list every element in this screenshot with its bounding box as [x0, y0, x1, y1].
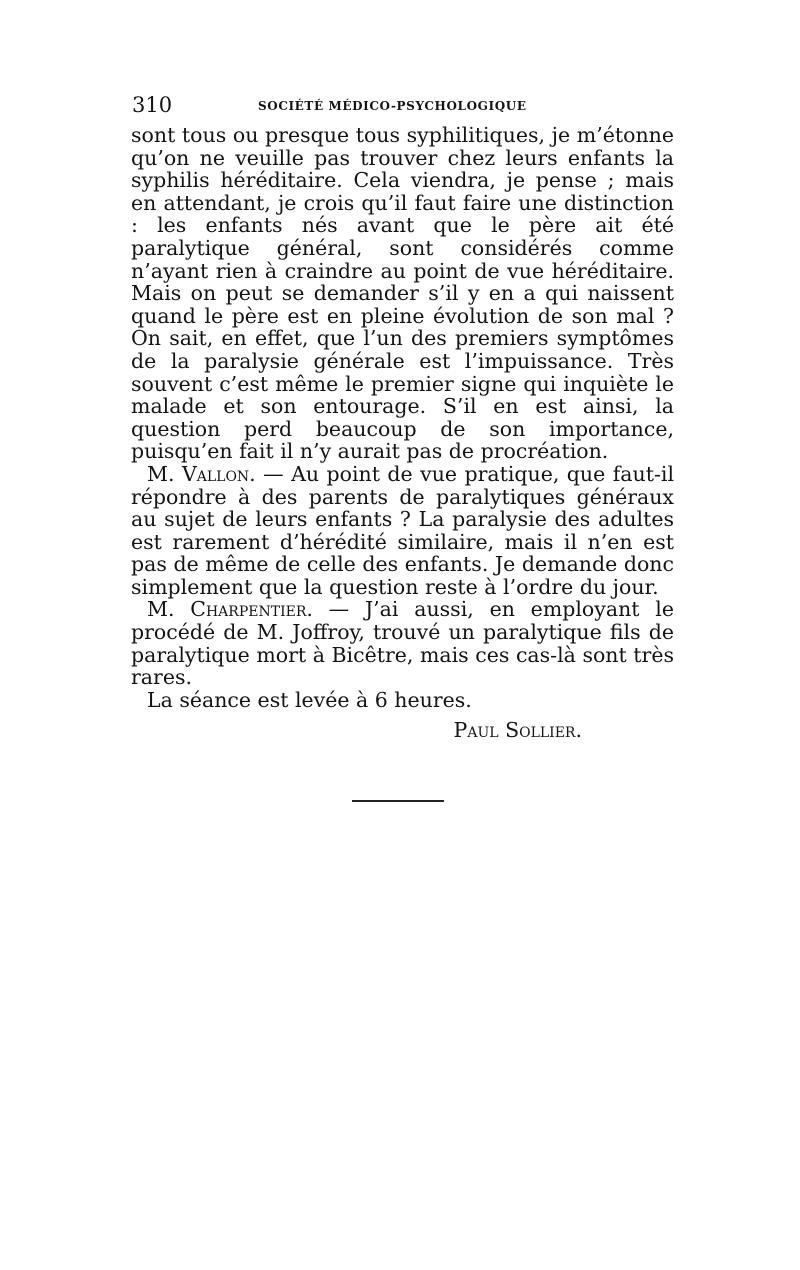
paragraph-vallon: [131, 463, 674, 599]
page-number: 310: [132, 93, 173, 117]
paragraph-continuation: sont tous ou presque tous syphilitiques, je m’étonne qu’on ne veuille pas trouver chez leurs enfants la syphilis héréditaire. Cela viendra, je pense ; mais en attendant, je crois qu’il faut faire une distinction : les enfants nés avant que le père ait été paralytique général, sont considérés comme n’ayant rien à craindre au point de vue héréditaire. Mais on peut se demander s’il y en a qui naissent quand le père est en pleine évolution de son mal ? On sait, en effet, que l’un des premiers symptômes de la paralysie générale est l’impuissance. Très souvent c’est même le premier signe qui inquiète le malade et son entourage. S’il en est ainsi, la question perd beaucoup de son importance, puisqu’en fait il n’y aurait pas de procréation.: [131, 123, 674, 464]
body-text: [131, 124, 674, 711]
paragraph-charpentier: [131, 598, 674, 688]
signature: Paul Sollier.: [453, 718, 582, 742]
running-header: SOCIÉTÉ MÉDICO-PSYCHOLOGIQUE: [258, 99, 527, 113]
speaker-charpentier: M. Charpentier.: [147, 597, 313, 622]
speaker-vallon: M. Vallon.: [147, 461, 256, 486]
session-closing: La séance est levée à 6 heures.: [147, 687, 472, 712]
end-rule: [352, 800, 444, 802]
vallon-remark: — Au point de vue pratique, que faut-il répondre à des parents de paralytiques généraux au sujet de leurs enfants ? La paralysie des adultes est rarement d’hérédité similaire, mais il n’en est pas de même de celle des enfants. Je demande donc simplement que la question reste à l’ordre du jour.: [131, 461, 674, 599]
charpentier-remark: — J’ai aussi, en employant le procédé de M. Joffroy, trouvé un paralytique fils de paralytique mort à Bicêtre, mais ces cas-là sont très rares.: [131, 597, 674, 690]
